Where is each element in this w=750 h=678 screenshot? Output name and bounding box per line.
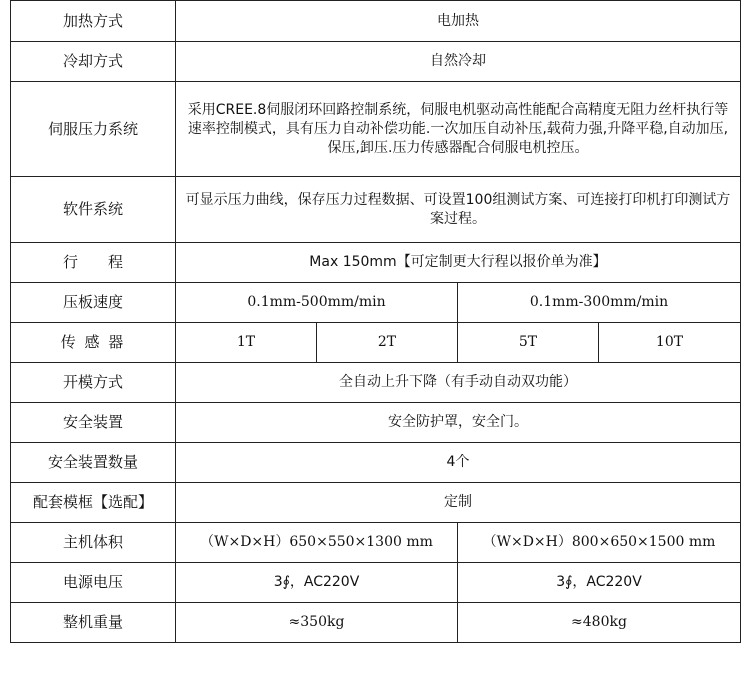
sensor-value-1: 1T — [176, 323, 317, 363]
stroke-label: 行 程 — [11, 243, 176, 283]
row-volume — [11, 523, 741, 563]
sensor-value-2: 2T — [317, 323, 458, 363]
speed-label: 压板速度 — [11, 283, 176, 323]
heating-value: 电加热 — [176, 1, 741, 42]
voltage-value-1: 3∮，AC220V — [176, 563, 458, 603]
mold-value: 定制 — [176, 483, 741, 523]
row-servo — [11, 82, 741, 177]
row-mold — [11, 483, 741, 523]
sensor-label: 传 感 器 — [11, 323, 176, 363]
safety-label: 安全装置 — [11, 403, 176, 443]
row-safety — [11, 403, 741, 443]
spec-table — [10, 0, 741, 643]
row-speed — [11, 283, 741, 323]
row-software — [11, 177, 741, 243]
weight-value-2: ≈480kg — [458, 603, 741, 643]
row-safety-count — [11, 443, 741, 483]
software-label: 软件系统 — [11, 177, 176, 243]
software-value: 可显示压力曲线，保存压力过程数据、可设置100组测试方案、可连接打印机打印测试方案过程。 — [176, 177, 741, 243]
servo-value: 采用CREE.8伺服闭环回路控制系统，伺服电机驱动高性能配合高精度无阻力丝杆执行等速率控制模式，具有压力自动补偿功能.一次加压自动补压,载荷力强,升降平稳,自动加压,保压,卸压.压力传感器配合伺服电机控压。 — [176, 82, 741, 177]
servo-label: 伺服压力系统 — [11, 82, 176, 177]
safety-value: 安全防护罩，安全门。 — [176, 403, 741, 443]
cooling-value: 自然冷却 — [176, 42, 741, 82]
voltage-label: 电源电压 — [11, 563, 176, 603]
heating-label: 加热方式 — [11, 1, 176, 42]
weight-label: 整机重量 — [11, 603, 176, 643]
voltage-value-2: 3∮，AC220V — [458, 563, 741, 603]
safety-count-label: 安全装置数量 — [11, 443, 176, 483]
volume-value-2: （W×D×H）800×650×1500 mm — [458, 523, 741, 563]
opening-value: 全自动上升下降（有手动自动双功能） — [176, 363, 741, 403]
speed-value-2: 0.1mm-300mm/min — [458, 283, 741, 323]
safety-count-value: 4个 — [176, 443, 741, 483]
mold-label: 配套模框【选配】 — [11, 483, 176, 523]
sensor-value-4: 10T — [599, 323, 741, 363]
row-sensor — [11, 323, 741, 363]
row-voltage — [11, 563, 741, 603]
row-cooling — [11, 42, 741, 82]
opening-label: 开模方式 — [11, 363, 176, 403]
volume-label: 主机体积 — [11, 523, 176, 563]
cooling-label: 冷却方式 — [11, 42, 176, 82]
row-heating — [11, 1, 741, 42]
speed-value-1: 0.1mm-500mm/min — [176, 283, 458, 323]
row-opening — [11, 363, 741, 403]
row-stroke — [11, 243, 741, 283]
stroke-value: Max 150mm【可定制更大行程以报价单为准】 — [176, 243, 741, 283]
weight-value-1: ≈350kg — [176, 603, 458, 643]
volume-value-1: （W×D×H）650×550×1300 mm — [176, 523, 458, 563]
sensor-value-3: 5T — [458, 323, 599, 363]
row-weight — [11, 603, 741, 643]
